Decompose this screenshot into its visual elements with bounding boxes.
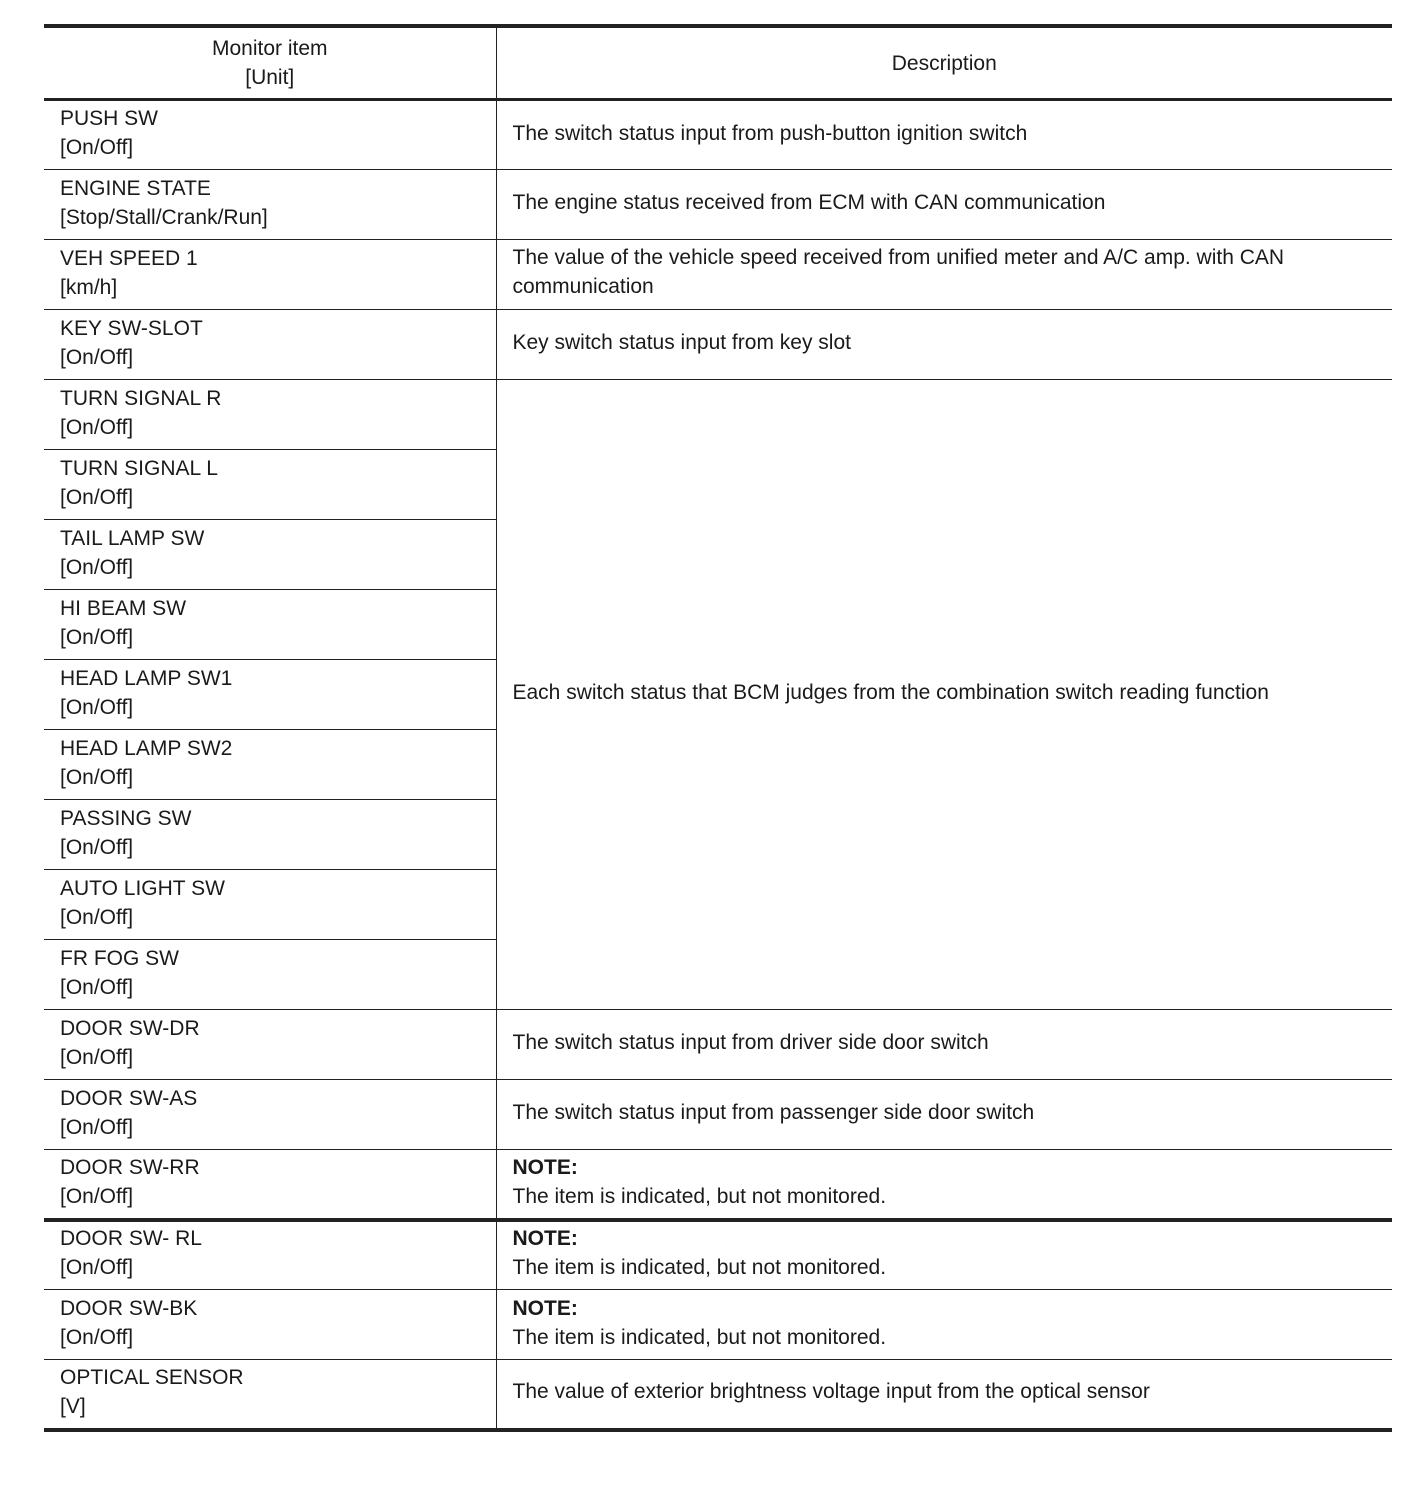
item-name: HI BEAM SW — [60, 596, 187, 620]
item-unit: [On/Off] — [60, 1256, 134, 1280]
description-cell — [496, 240, 1392, 310]
item-name: DOOR SW- RL — [60, 1227, 202, 1251]
description-cell — [496, 1080, 1392, 1150]
description-text: The switch status input from passenger side door switch — [512, 1101, 1035, 1124]
description-text: The value of the vehicle speed received from unified meter and A/C amp. with CAN communication — [512, 246, 1285, 298]
table-row — [44, 1220, 1392, 1290]
monitor-item-table — [44, 24, 1392, 1432]
monitor-item-cell — [44, 310, 496, 380]
description-cell — [496, 1150, 1392, 1220]
note-label: NOTE: — [512, 1227, 578, 1251]
monitor-item-cell — [44, 240, 496, 310]
item-unit: [Stop/Stall/Crank/Run] — [60, 205, 268, 229]
item-name: OPTICAL SENSOR — [60, 1365, 244, 1389]
item-unit: [On/Off] — [60, 415, 134, 439]
item-unit: [On/Off] — [60, 695, 134, 719]
table-row — [44, 1360, 1392, 1430]
monitor-item-cell — [44, 660, 496, 730]
description-text: Key switch status input from key slot — [512, 331, 851, 354]
item-unit: [On/Off] — [60, 1115, 134, 1139]
description-cell — [496, 1360, 1392, 1430]
table-row — [44, 310, 1392, 380]
description-cell — [496, 1010, 1392, 1080]
item-name: TAIL LAMP SW — [60, 526, 205, 550]
description-text: The item is indicated, but not monitored. — [512, 1184, 887, 1208]
monitor-item-cell — [44, 100, 496, 170]
item-name: ENGINE STATE — [60, 176, 211, 200]
item-unit: [km/h] — [60, 275, 118, 299]
monitor-item-cell — [44, 380, 496, 450]
note-label: NOTE: — [512, 1155, 578, 1179]
note-label: NOTE: — [512, 1296, 578, 1320]
monitor-item-cell — [44, 1010, 496, 1080]
monitor-item-cell — [44, 450, 496, 520]
header-monitor-item-label: Monitor item — [211, 37, 328, 60]
description-text: The switch status input from driver side door switch — [512, 1031, 989, 1054]
item-unit: [On/Off] — [60, 1045, 134, 1069]
table-row — [44, 1150, 1392, 1220]
item-name: DOOR SW-AS — [60, 1086, 198, 1110]
item-unit: [On/Off] — [60, 835, 134, 859]
description-text: The engine status received from ECM with CAN communication — [512, 191, 1106, 214]
item-name: PUSH SW — [60, 107, 159, 130]
monitor-item-cell — [44, 940, 496, 1010]
table-row — [44, 100, 1392, 170]
item-unit: [On/Off] — [60, 345, 134, 369]
monitor-item-cell — [44, 520, 496, 590]
description-cell — [496, 1220, 1392, 1290]
table-row — [44, 1010, 1392, 1080]
item-name: DOOR SW-DR — [60, 1016, 200, 1040]
monitor-item-cell — [44, 590, 496, 660]
item-unit: [On/Off] — [60, 625, 134, 649]
item-name: DOOR SW-BK — [60, 1296, 198, 1320]
monitor-item-cell — [44, 1290, 496, 1360]
header-monitor-item — [44, 26, 496, 100]
monitor-item-cell — [44, 1220, 496, 1290]
header-description: Description — [496, 26, 1392, 100]
monitor-item-cell — [44, 870, 496, 940]
table-row — [44, 170, 1392, 240]
description-text: The item is indicated, but not monitored. — [512, 1256, 887, 1280]
description-text: The switch status input from push-button ignition switch — [512, 121, 1028, 145]
item-name: HEAD LAMP SW2 — [60, 736, 233, 760]
item-unit: [On/Off] — [60, 136, 134, 159]
monitor-item-cell — [44, 730, 496, 800]
description-cell — [496, 100, 1392, 170]
item-unit: [V] — [60, 1394, 86, 1418]
description-text: Each switch status that BCM judges from the combination switch reading function — [512, 681, 1269, 704]
item-name: AUTO LIGHT SW — [60, 876, 225, 900]
item-unit: [On/Off] — [60, 555, 134, 579]
item-unit: [On/Off] — [60, 485, 134, 509]
monitor-item-cell — [44, 1360, 496, 1430]
table-row — [44, 380, 1392, 450]
monitor-item-cell — [44, 1150, 496, 1220]
header-unit-label: [Unit] — [245, 66, 295, 89]
table-header-row — [44, 26, 1392, 100]
item-name: DOOR SW-RR — [60, 1155, 200, 1179]
item-name: TURN SIGNAL L — [60, 456, 218, 480]
item-name: FR FOG SW — [60, 946, 179, 970]
description-text: The value of exterior brightness voltage input from the optical sensor — [512, 1380, 1150, 1404]
item-unit: [On/Off] — [60, 1325, 134, 1349]
monitor-item-cell — [44, 800, 496, 870]
table-row — [44, 1080, 1392, 1150]
item-name: KEY SW-SLOT — [60, 316, 203, 340]
item-unit: [On/Off] — [60, 975, 134, 999]
table-row — [44, 240, 1392, 310]
description-cell — [496, 310, 1392, 380]
item-unit: [On/Off] — [60, 765, 134, 789]
item-name: HEAD LAMP SW1 — [60, 666, 233, 690]
item-name: PASSING SW — [60, 806, 192, 830]
table-row — [44, 1290, 1392, 1360]
combination-description-cell — [496, 380, 1392, 1010]
item-unit: [On/Off] — [60, 905, 134, 929]
monitor-table-page — [44, 24, 1392, 1432]
monitor-item-cell — [44, 170, 496, 240]
description-cell — [496, 1290, 1392, 1360]
item-unit: [On/Off] — [60, 1184, 134, 1208]
description-cell — [496, 170, 1392, 240]
item-name: TURN SIGNAL R — [60, 386, 222, 410]
description-text: The item is indicated, but not monitored. — [512, 1325, 887, 1349]
item-name: VEH SPEED 1 — [60, 246, 198, 270]
monitor-item-cell — [44, 1080, 496, 1150]
